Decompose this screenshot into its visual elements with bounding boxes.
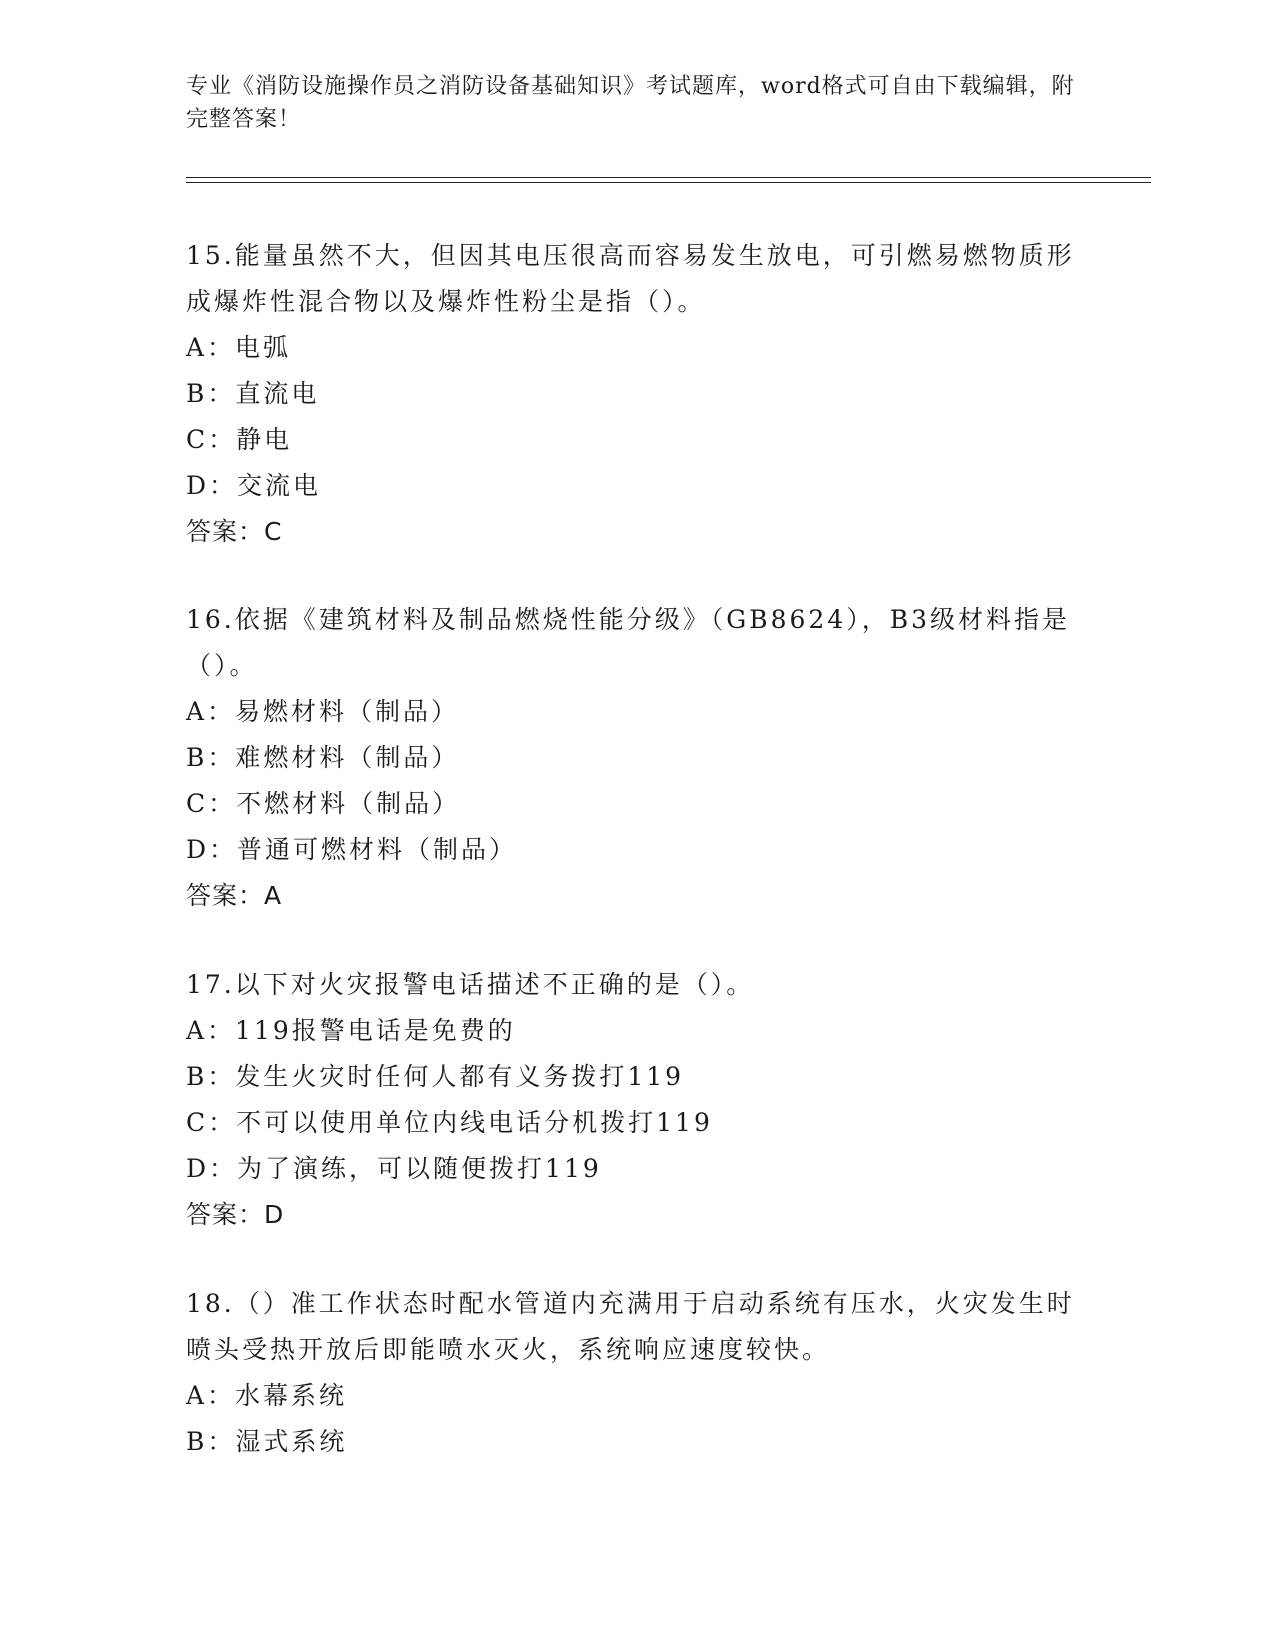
option-a: A：119报警电话是免费的 bbox=[186, 1016, 516, 1045]
option-a: A：电弧 bbox=[186, 333, 292, 362]
header-divider-bottom bbox=[186, 182, 1151, 183]
answer: 答案：C bbox=[186, 517, 283, 546]
option-c: C：不可以使用单位内线电话分机拨打119 bbox=[186, 1108, 713, 1137]
question-stem: 16.依据《建筑材料及制品燃烧性能分级》（GB8624），B3级材料指是（）。 bbox=[186, 605, 1071, 680]
header-divider-top bbox=[186, 177, 1151, 178]
answer: 答案：A bbox=[186, 881, 283, 910]
option-c: C：静电 bbox=[186, 425, 293, 454]
option-a: A：易燃材料（制品） bbox=[186, 697, 460, 726]
question-stem: 15.能量虽然不大，但因其电压很高而容易发生放电，可引燃易燃物质形成爆炸性混合物以及爆炸性粉尘是指（）。 bbox=[186, 241, 1075, 316]
option-b: B：难燃材料（制品） bbox=[186, 743, 460, 772]
question-stem: 18.（）准工作状态时配水管道内充满用于启动系统有压水，火灾发生时喷头受热开放后即能喷水灭火，系统响应速度较快。 bbox=[186, 1289, 1075, 1364]
answer: 答案：D bbox=[186, 1200, 285, 1229]
question-18 bbox=[186, 1281, 1086, 1465]
option-d: D：交流电 bbox=[186, 471, 322, 500]
option-c: C：不燃材料（制品） bbox=[186, 789, 461, 818]
option-d: D：普通可燃材料（制品） bbox=[186, 835, 518, 864]
option-d: D：为了演练，可以随便拨打119 bbox=[186, 1154, 602, 1183]
document-header: 专业《消防设施操作员之消防设备基础知识》考试题库，word格式可自由下载编辑，附完整答案！ bbox=[186, 74, 1075, 132]
question-stem: 17.以下对火灾报警电话描述不正确的是（）。 bbox=[186, 970, 755, 999]
question-17 bbox=[186, 962, 1086, 1238]
question-16 bbox=[186, 597, 1086, 919]
option-b: B：直流电 bbox=[186, 379, 320, 408]
question-15 bbox=[186, 233, 1086, 555]
option-b: B：发生火灾时任何人都有义务拨打119 bbox=[186, 1062, 685, 1091]
option-a: A：水幕系统 bbox=[186, 1381, 348, 1410]
option-b: B：湿式系统 bbox=[186, 1427, 348, 1456]
